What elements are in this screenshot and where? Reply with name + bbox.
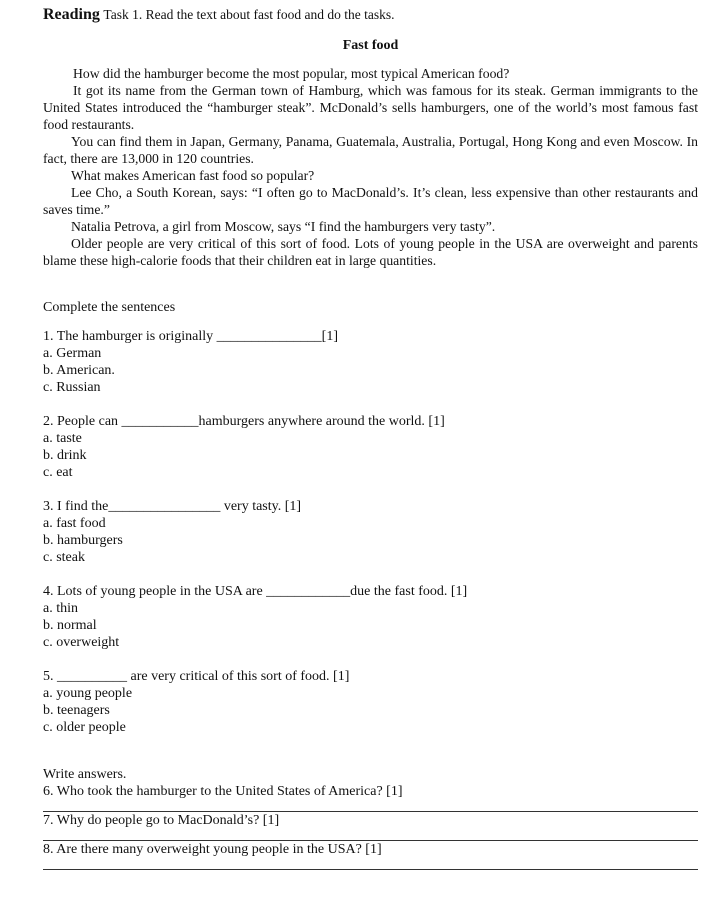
paragraph: How did the hamburger become the most popular, most typical American food? [73, 66, 510, 81]
task-instruction: Task 1. Read the text about fast food and do the tasks. [103, 7, 395, 22]
paragraph: Lee Cho, a South Korean, says: “I often go to MacDonald’s. It’s clean, less expensive than other restaurants and saves time.” [43, 185, 698, 217]
paragraph: Older people are very critical of this sort of food. Lots of young people in the USA are overweight and parents blame these high-calorie foods that their children eat in large quantities. [43, 236, 698, 268]
option-b: b. normal [43, 618, 97, 633]
option-c: c. Russian [43, 380, 101, 395]
write-answers-label: Write answers. [43, 767, 127, 782]
reading-heading: Reading [43, 6, 100, 23]
question-stem: 5. __________ are very critical of this sort of food. [1] [43, 669, 350, 684]
option-a: a. young people [43, 686, 133, 701]
option-a: a. taste [43, 431, 82, 446]
complete-sentences-label: Complete the sentences [43, 300, 176, 315]
option-a: a. fast food [43, 516, 106, 531]
header [43, 5, 698, 25]
open-question-7: 7. Why do people go to MacDonald’s? [1] [43, 813, 280, 828]
worksheet-page [43, 5, 698, 870]
question-3 [43, 498, 698, 566]
option-c: c. steak [43, 550, 85, 565]
option-a: a. German [43, 346, 102, 361]
option-b: b. American. [43, 363, 115, 378]
question-stem: 2. People can ___________hamburgers anywhere around the world. [1] [43, 414, 445, 429]
paragraph: Natalia Petrova, a girl from Moscow, says “I find the hamburgers very tasty”. [71, 219, 496, 234]
question-stem: 1. The hamburger is originally _______________[1] [43, 329, 338, 344]
paragraph: What makes American fast food so popular? [71, 168, 315, 183]
question-4 [43, 583, 698, 651]
option-b: b. hamburgers [43, 533, 123, 548]
question-stem: 3. I find the________________ very tasty. [1] [43, 499, 302, 514]
question-2 [43, 413, 698, 481]
option-b: b. drink [43, 448, 87, 463]
option-a: a. thin [43, 601, 78, 616]
paragraph: It got its name from the German town of Hamburg, which was famous for its steak. German immigrants to the United States introduced the “hamburger steak”. McDonald’s sells hamburgers, one of the world’s most famous fast food restaurants. [43, 83, 698, 132]
text-title: Fast food [342, 38, 399, 53]
question-stem: 4. Lots of young people in the USA are ____________due the fast food. [1] [43, 584, 468, 599]
question-5 [43, 668, 698, 736]
option-c: c. overweight [43, 635, 120, 650]
option-c: c. eat [43, 465, 73, 480]
paragraph: You can find them in Japan, Germany, Panama, Guatemala, Australia, Portugal, Hong Kong and even Moscow. In fact, there are 13,000 in 120 countries. [43, 134, 698, 166]
option-c: c. older people [43, 720, 126, 735]
open-question-6: 6. Who took the hamburger to the United States of America? [1] [43, 784, 403, 799]
option-b: b. teenagers [43, 703, 110, 718]
reading-text [43, 65, 698, 269]
question-1 [43, 328, 698, 396]
open-question-8: 8. Are there many overweight young people in the USA? [1] [43, 842, 382, 857]
